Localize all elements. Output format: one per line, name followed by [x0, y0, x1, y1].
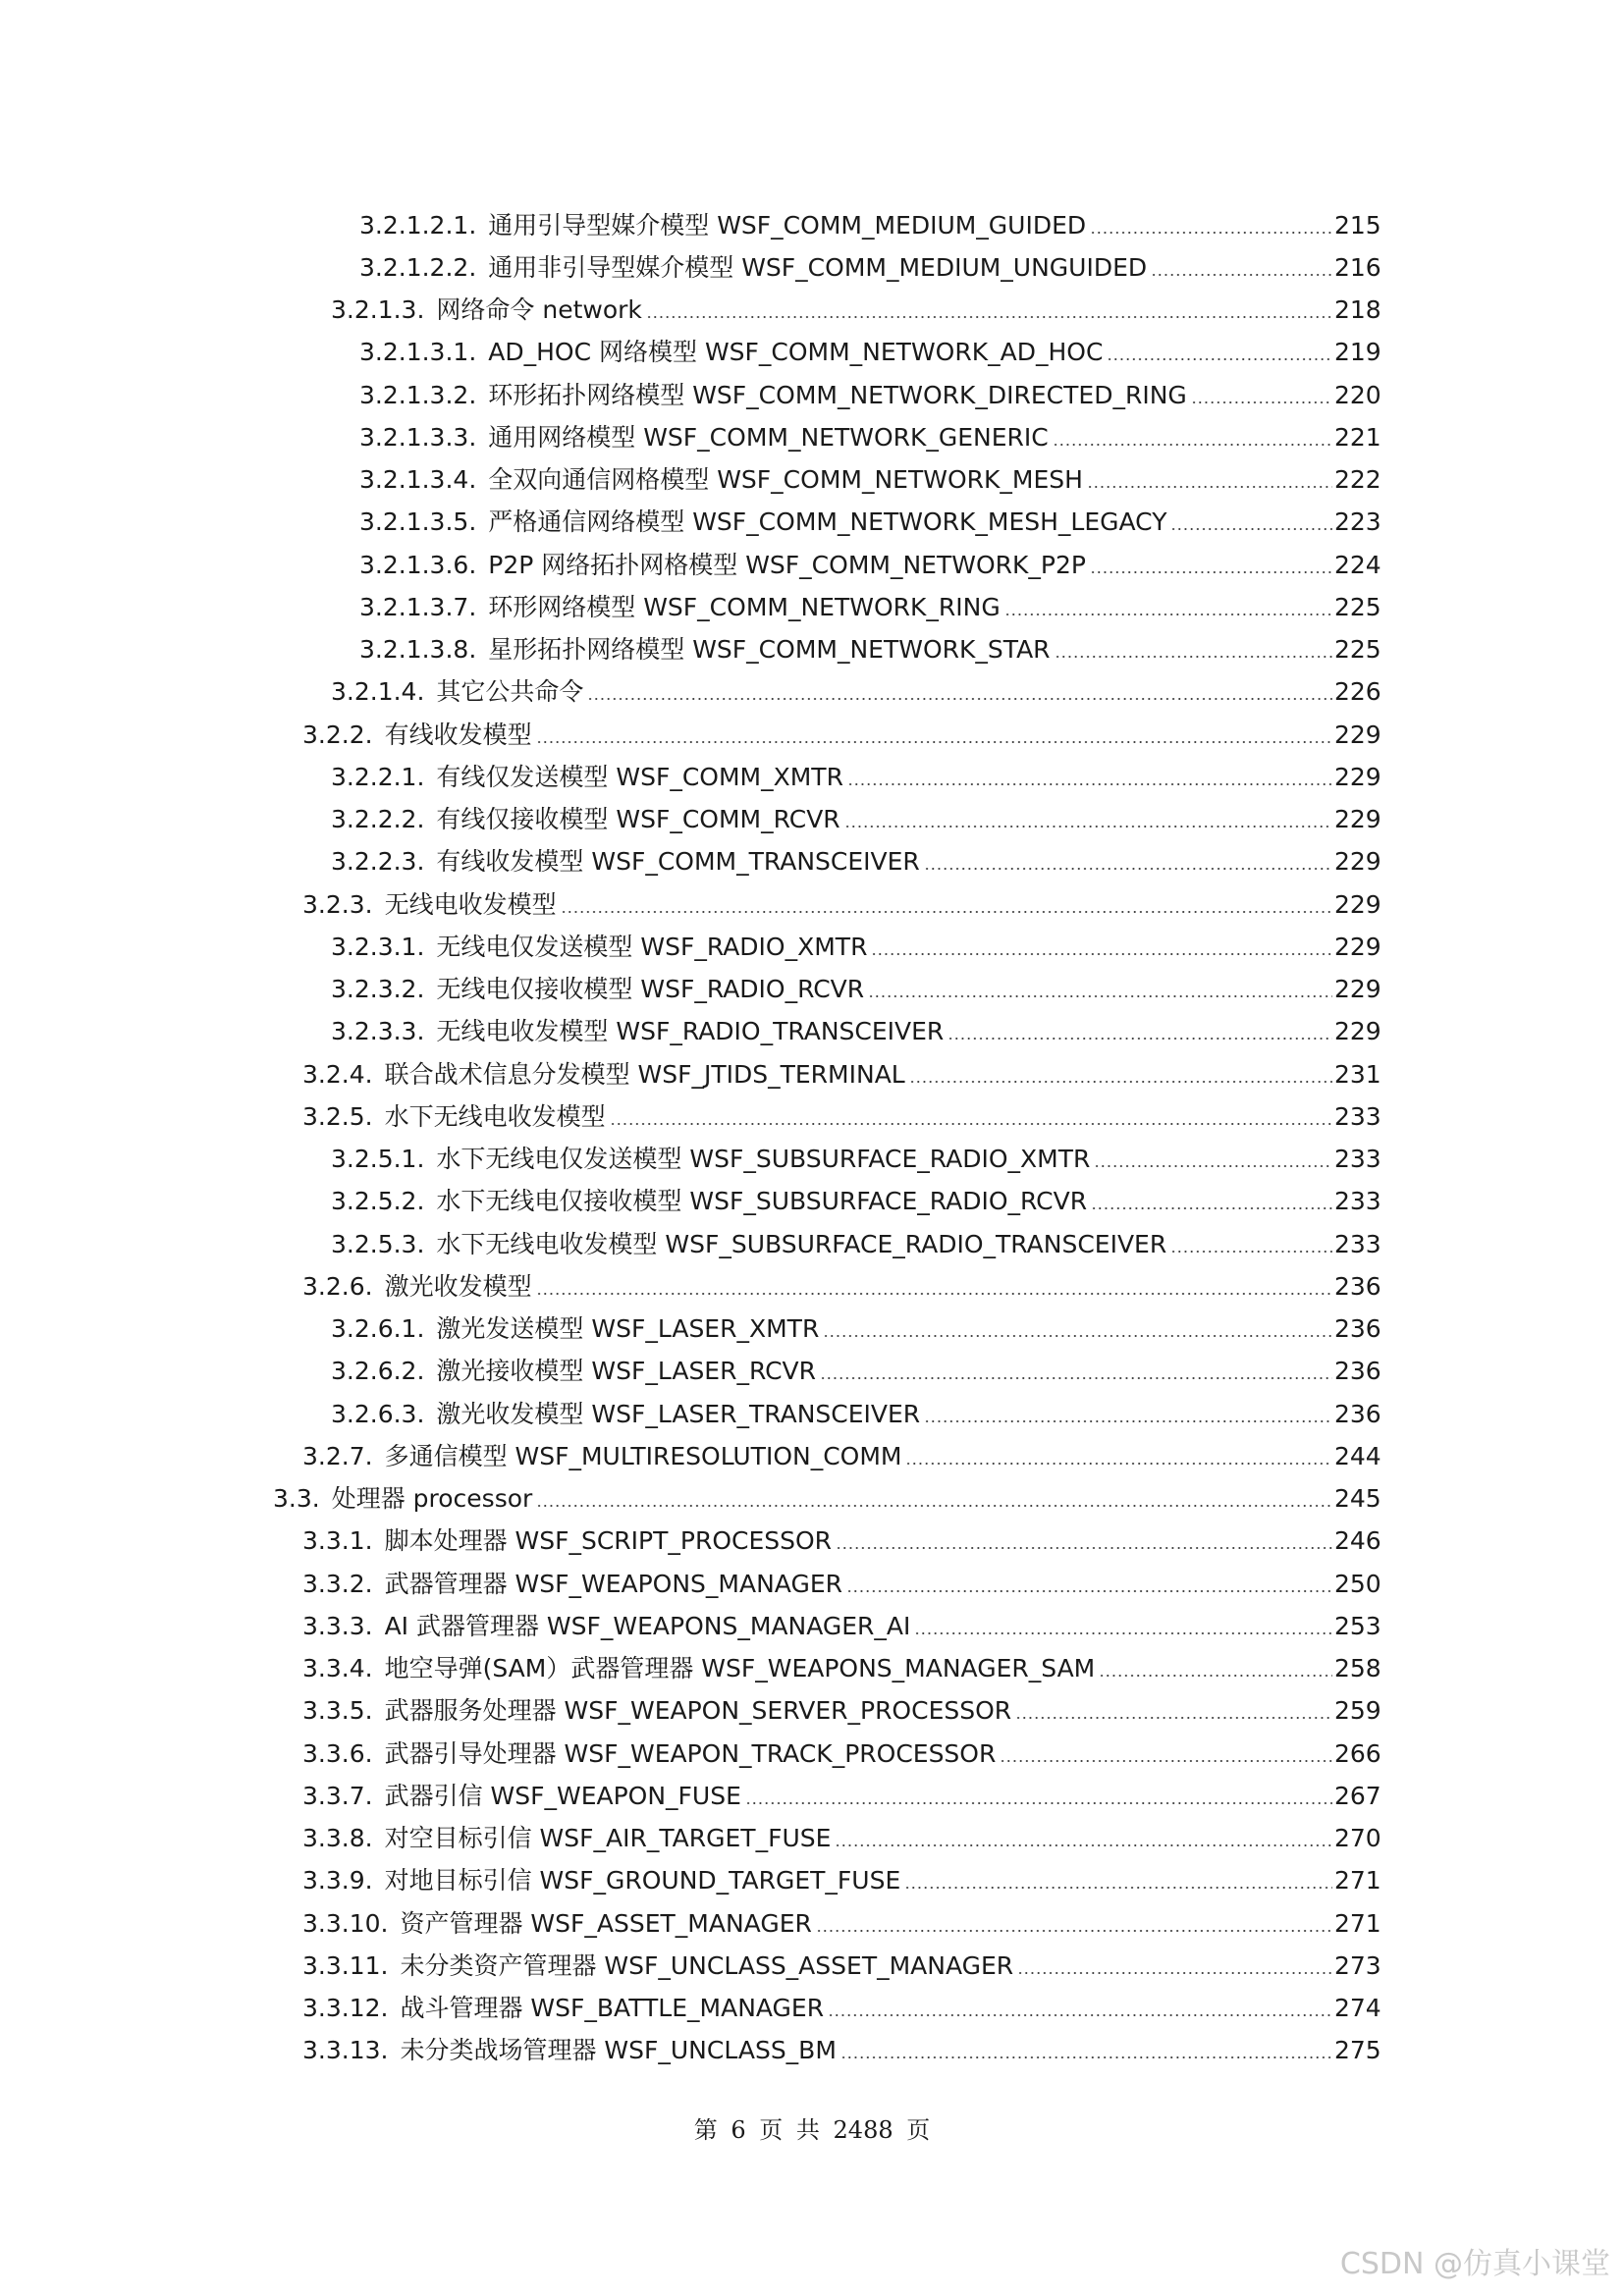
toc-entry-number: 3.3. — [273, 1484, 320, 1514]
toc-entry-number: 3.2.1.3. — [331, 295, 425, 325]
toc-entry[interactable] — [0, 1902, 1624, 1945]
toc-entry-title: 激光接收模型 WSF_LASER_RCVR — [436, 1357, 817, 1386]
toc-entry-number: 3.3.13. — [302, 2036, 389, 2065]
toc-entry-page: 250 — [1334, 1569, 1381, 1598]
dot-leader — [823, 1335, 1332, 1337]
toc-entry-page: 244 — [1334, 1441, 1381, 1470]
toc-entry[interactable] — [0, 1393, 1624, 1435]
toc-entry[interactable] — [0, 1988, 1624, 2030]
dot-leader — [914, 1632, 1332, 1634]
toc-entry-page: 271 — [1334, 1866, 1381, 1896]
toc-entry[interactable] — [0, 714, 1624, 756]
dot-leader — [1053, 444, 1332, 446]
toc-entry-page: 229 — [1334, 762, 1381, 791]
toc-entry-number: 3.2.1.3.4. — [359, 465, 477, 495]
toc-entry-number: 3.2.1.3.3. — [359, 422, 477, 452]
toc-entry[interactable] — [0, 586, 1624, 628]
toc-entry-title: 通用非引导型媒介模型 WSF_COMM_MEDIUM_UNGUIDED — [488, 252, 1148, 282]
dot-leader — [561, 911, 1332, 913]
toc-entry-title: 水下无线电收发模型 WSF_SUBSURFACE_RADIO_TRANSCEIVER — [436, 1229, 1167, 1258]
dot-leader — [1004, 614, 1332, 615]
dot-leader — [1170, 1251, 1332, 1253]
toc-entry-title: 武器服务处理器 WSF_WEAPON_SERVER_PROCESSOR — [384, 1696, 1012, 1726]
dot-leader — [820, 1377, 1332, 1379]
toc-entry-page: 223 — [1334, 507, 1381, 537]
toc-entry[interactable] — [0, 883, 1624, 926]
toc-entry-page: 231 — [1334, 1059, 1381, 1089]
dot-leader — [840, 2056, 1332, 2058]
toc-entry-page: 224 — [1334, 550, 1381, 579]
dot-leader — [924, 868, 1332, 870]
toc-entry-page: 266 — [1334, 1738, 1381, 1768]
toc-entry-page: 229 — [1334, 889, 1381, 919]
toc-entry-page: 226 — [1334, 677, 1381, 707]
toc-entry[interactable] — [0, 290, 1624, 332]
toc-entry-title: 水下无线电仅接收模型 WSF_SUBSURFACE_RADIO_RCVR — [436, 1187, 1088, 1216]
toc-entry-title: 严格通信网络模型 WSF_COMM_NETWORK_MESH_LEGACY — [488, 507, 1167, 537]
toc-entry-title: 无线电收发模型 — [384, 889, 557, 919]
dot-leader — [1090, 232, 1332, 234]
toc-entry[interactable] — [0, 926, 1624, 968]
toc-entry-page: 236 — [1334, 1399, 1381, 1428]
toc-entry-number: 3.2.5.3. — [331, 1229, 425, 1258]
toc-entry-number: 3.2.6. — [302, 1271, 373, 1301]
toc-entry[interactable] — [0, 246, 1624, 289]
toc-entry-page: 229 — [1334, 932, 1381, 961]
toc-entry-number: 3.2.3.3. — [331, 1017, 425, 1046]
toc-entry[interactable] — [0, 1775, 1624, 1817]
toc-entry-page: 225 — [1334, 635, 1381, 665]
toc-entry[interactable] — [0, 671, 1624, 714]
toc-entry-title: 通用引导型媒介模型 WSF_COMM_MEDIUM_GUIDED — [488, 210, 1087, 240]
toc-entry-page: 271 — [1334, 1908, 1381, 1938]
toc-entry-title: 有线收发模型 — [384, 720, 532, 749]
dot-leader — [1055, 656, 1332, 658]
toc-entry-title: 激光收发模型 WSF_LASER_TRANSCEIVER — [436, 1399, 921, 1428]
dot-leader — [816, 1930, 1332, 1932]
toc-entry-page: 221 — [1334, 422, 1381, 452]
toc-entry-title: 有线仅接收模型 WSF_COMM_RCVR — [436, 805, 840, 834]
toc-entry-number: 3.3.4. — [302, 1654, 373, 1683]
toc-entry-page: 229 — [1334, 805, 1381, 834]
toc-entry-number: 3.3.5. — [302, 1696, 373, 1726]
toc-entry[interactable] — [0, 1521, 1624, 1563]
toc-entry-title: 水下无线电收发模型 — [384, 1101, 606, 1131]
dot-leader — [536, 1293, 1332, 1295]
toc-entry-number: 3.3.7. — [302, 1781, 373, 1810]
dot-leader — [1107, 358, 1332, 360]
toc-entry-number: 3.3.3. — [302, 1611, 373, 1640]
dot-leader — [904, 1887, 1332, 1889]
toc-entry-number: 3.2.6.3. — [331, 1399, 425, 1428]
toc-entry-page: 229 — [1334, 975, 1381, 1004]
toc-entry-number: 3.2.6.1. — [331, 1314, 425, 1344]
watermark: CSDN @仿真小课堂 — [1339, 2247, 1610, 2281]
toc-entry-title: 无线电仅接收模型 WSF_RADIO_RCVR — [436, 975, 865, 1004]
dot-leader — [1087, 486, 1332, 488]
toc-entry-page: 233 — [1334, 1101, 1381, 1131]
toc-entry-number: 3.2.1.3.5. — [359, 507, 477, 537]
toc-entry-page: 246 — [1334, 1526, 1381, 1556]
toc-entry[interactable] — [0, 416, 1624, 458]
toc-entry-number: 3.3.1. — [302, 1526, 373, 1556]
toc-entry-title: 激光发送模型 WSF_LASER_XMTR — [436, 1314, 820, 1344]
toc-entry-number: 3.3.6. — [302, 1738, 373, 1768]
toc-entry-title: AI 武器管理器 WSF_WEAPONS_MANAGER_AI — [384, 1611, 911, 1640]
toc-entry-number: 3.3.11. — [302, 1950, 389, 1980]
toc-entry-title: 处理器 processor — [331, 1484, 533, 1514]
page-footer: 第 6 页 共 2488 页 — [693, 2116, 931, 2144]
toc-entry[interactable] — [0, 1435, 1624, 1477]
toc-entry-page: 270 — [1334, 1824, 1381, 1853]
dot-leader — [1091, 1207, 1332, 1209]
dot-leader — [1090, 571, 1332, 573]
dot-leader — [610, 1123, 1332, 1125]
toc-entry[interactable] — [0, 1860, 1624, 1902]
toc-entry-number: 3.2.1.2.2. — [359, 252, 477, 282]
toc-entry-number: 3.2.3.1. — [331, 932, 425, 961]
toc-entry[interactable] — [0, 799, 1624, 841]
toc-entry-page: 216 — [1334, 252, 1381, 282]
toc-entry-title: 脚本处理器 WSF_SCRIPT_PROCESSOR — [384, 1526, 833, 1556]
toc-entry[interactable] — [0, 756, 1624, 798]
toc-entry[interactable] — [0, 969, 1624, 1011]
toc-entry[interactable] — [0, 1053, 1624, 1095]
toc-entry-page: 233 — [1334, 1187, 1381, 1216]
toc-entry-page: 219 — [1334, 338, 1381, 367]
toc-entry-page: 258 — [1334, 1654, 1381, 1683]
toc-entry-number: 3.3.10. — [302, 1908, 389, 1938]
toc-entry-title: 网络命令 network — [436, 295, 642, 325]
toc-entry-title: 联合战术信息分发模型 WSF_JTIDS_TERMINAL — [384, 1059, 905, 1089]
dot-leader — [1151, 274, 1332, 276]
toc-entry-title: 对地目标引信 WSF_GROUND_TARGET_FUSE — [384, 1866, 901, 1896]
toc-entry-page: 259 — [1334, 1696, 1381, 1726]
dot-leader — [745, 1802, 1332, 1804]
toc-entry-number: 3.2.1.3.6. — [359, 550, 477, 579]
toc-entry-number: 3.3.12. — [302, 1994, 389, 2023]
toc-entry-title: 无线电收发模型 WSF_RADIO_TRANSCEIVER — [436, 1017, 945, 1046]
toc-entry-title: 有线仅发送模型 WSF_COMM_XMTR — [436, 762, 843, 791]
toc-entry-title: 其它公共命令 — [436, 677, 584, 707]
toc-entry[interactable] — [0, 1478, 1624, 1521]
toc-entry[interactable] — [0, 1265, 1624, 1308]
toc-entry-page: 229 — [1334, 720, 1381, 749]
toc-entry-title: 武器引导处理器 WSF_WEAPON_TRACK_PROCESSOR — [384, 1738, 997, 1768]
toc-entry-number: 3.2.3. — [302, 889, 373, 919]
dot-leader — [1099, 1675, 1332, 1677]
toc-entry-page: 229 — [1334, 1017, 1381, 1046]
toc-entry[interactable] — [0, 1351, 1624, 1393]
toc-entry-title: 无线电仅发送模型 WSF_RADIO_XMTR — [436, 932, 868, 961]
toc-entry-page: 215 — [1334, 210, 1381, 240]
toc-entry-number: 3.2.1.3.7. — [359, 592, 477, 621]
toc-entry-number: 3.2.6.2. — [331, 1357, 425, 1386]
toc-entry-title: 多通信模型 WSF_MULTIRESOLUTION_COMM — [384, 1441, 902, 1470]
toc-entry-page: 233 — [1334, 1145, 1381, 1174]
dot-leader — [844, 826, 1332, 828]
dot-leader — [847, 783, 1332, 785]
toc-entry-page: 220 — [1334, 380, 1381, 409]
toc-entry-title: 对空目标引信 WSF_AIR_TARGET_FUSE — [384, 1824, 832, 1853]
toc-entry-title: P2P 网络拓扑网格模型 WSF_COMM_NETWORK_P2P — [488, 550, 1086, 579]
dot-leader — [905, 1463, 1332, 1465]
toc-entry[interactable] — [0, 1223, 1624, 1265]
toc-entry-number: 3.2.1.2.1. — [359, 210, 477, 240]
toc-entry[interactable] — [0, 332, 1624, 374]
toc-entry-number: 3.2.7. — [302, 1441, 373, 1470]
toc-entry-title: 未分类战场管理器 WSF_UNCLASS_BM — [400, 2036, 837, 2065]
toc-entry[interactable] — [0, 1139, 1624, 1181]
toc-entry[interactable] — [0, 1648, 1624, 1690]
toc-entry[interactable] — [0, 1605, 1624, 1647]
toc-entry-number: 3.2.1.3.8. — [359, 635, 477, 665]
toc-entry-number: 3.2.2.3. — [331, 847, 425, 877]
dot-leader — [924, 1420, 1332, 1422]
toc-entry[interactable] — [0, 502, 1624, 544]
toc-entry-number: 3.2.1.4. — [331, 677, 425, 707]
toc-entry-title: 有线收发模型 WSF_COMM_TRANSCEIVER — [436, 847, 920, 877]
dot-leader — [1170, 528, 1332, 530]
toc-entry[interactable] — [0, 374, 1624, 416]
toc-entry[interactable] — [0, 1011, 1624, 1053]
toc-entry-number: 3.2.1.3.1. — [359, 338, 477, 367]
toc-entry-page: 218 — [1334, 295, 1381, 325]
toc-entry-title: 激光收发模型 — [384, 1271, 532, 1301]
dot-leader — [587, 698, 1332, 700]
toc-entry[interactable] — [0, 629, 1624, 671]
dot-leader — [909, 1081, 1332, 1083]
toc-entry-number: 3.2.3.2. — [331, 975, 425, 1004]
dot-leader — [1015, 1717, 1332, 1719]
dot-leader — [1000, 1760, 1332, 1762]
toc-entry-number: 3.2.5.2. — [331, 1187, 425, 1216]
dot-leader — [871, 953, 1332, 955]
toc-entry-title: 武器管理器 WSF_WEAPONS_MANAGER — [384, 1569, 842, 1598]
toc-entry-title: 星形拓扑网络模型 WSF_COMM_NETWORK_STAR — [488, 635, 1051, 665]
toc-entry-page: 225 — [1334, 592, 1381, 621]
dot-leader — [947, 1038, 1332, 1040]
toc-entry-title: 未分类资产管理器 WSF_UNCLASS_ASSET_MANAGER — [400, 1950, 1014, 1980]
toc-entry[interactable] — [0, 1945, 1624, 1987]
toc-entry-number: 3.2.2.1. — [331, 762, 425, 791]
toc-entry-number: 3.3.9. — [302, 1866, 373, 1896]
toc-entry[interactable] — [0, 1733, 1624, 1775]
toc-entry-page: 236 — [1334, 1357, 1381, 1386]
toc-entry-page: 273 — [1334, 1950, 1381, 1980]
toc-entry-title: AD_HOC 网络模型 WSF_COMM_NETWORK_AD_HOC — [488, 338, 1104, 367]
toc-entry[interactable] — [0, 544, 1624, 586]
dot-leader — [835, 1844, 1332, 1846]
dot-leader — [1094, 1165, 1332, 1167]
toc-entry-number: 3.3.2. — [302, 1569, 373, 1598]
toc-entry[interactable] — [0, 1818, 1624, 1860]
toc-entry-number: 3.2.4. — [302, 1059, 373, 1089]
toc-entry-number: 3.2.1.3.2. — [359, 380, 477, 409]
toc-entry-title: 武器引信 WSF_WEAPON_FUSE — [384, 1781, 741, 1810]
toc-entry[interactable] — [0, 841, 1624, 883]
dot-leader — [1191, 401, 1332, 403]
toc-entry-title: 战斗管理器 WSF_BATTLE_MANAGER — [400, 1994, 825, 2023]
toc-entry-title: 地空导弹(SAM）武器管理器 WSF_WEAPONS_MANAGER_SAM — [384, 1654, 1096, 1683]
toc-entry[interactable] — [0, 1690, 1624, 1733]
toc-entry-number: 3.2.5.1. — [331, 1145, 425, 1174]
dot-leader — [1017, 1972, 1332, 1974]
dot-leader — [536, 741, 1332, 743]
dot-leader — [836, 1547, 1332, 1549]
toc-entry-title: 水下无线电仅发送模型 WSF_SUBSURFACE_RADIO_XMTR — [436, 1145, 1091, 1174]
toc-entry-page: 274 — [1334, 1994, 1381, 2023]
toc-entry-title: 环形拓扑网络模型 WSF_COMM_NETWORK_DIRECTED_RING — [488, 380, 1187, 409]
toc-entry[interactable] — [0, 2030, 1624, 2072]
toc-entry-title: 全双向通信网格模型 WSF_COMM_NETWORK_MESH — [488, 465, 1083, 495]
toc-entry[interactable] — [0, 204, 1624, 246]
toc-entry-number: 3.2.2.2. — [331, 805, 425, 834]
toc-entry-page: 229 — [1334, 847, 1381, 877]
toc-entry-page: 236 — [1334, 1271, 1381, 1301]
toc-entry-number: 3.3.8. — [302, 1824, 373, 1853]
toc-entry[interactable] — [0, 1308, 1624, 1351]
toc-entry-page: 233 — [1334, 1229, 1381, 1258]
toc-entry-page: 245 — [1334, 1484, 1381, 1514]
table-of-contents — [0, 204, 1624, 2072]
toc-entry-page: 275 — [1334, 2036, 1381, 2065]
dot-leader — [868, 995, 1332, 997]
toc-entry[interactable] — [0, 1181, 1624, 1223]
toc-entry[interactable] — [0, 1563, 1624, 1605]
toc-entry-title: 通用网络模型 WSF_COMM_NETWORK_GENERIC — [488, 422, 1049, 452]
dot-leader — [646, 316, 1332, 318]
toc-entry-number: 3.2.5. — [302, 1101, 373, 1131]
toc-entry-number: 3.2.2. — [302, 720, 373, 749]
toc-entry[interactable] — [0, 459, 1624, 502]
toc-entry-page: 253 — [1334, 1611, 1381, 1640]
dot-leader — [846, 1590, 1332, 1592]
dot-leader — [536, 1505, 1332, 1507]
toc-entry-page: 267 — [1334, 1781, 1381, 1810]
toc-entry-title: 环形网络模型 WSF_COMM_NETWORK_RING — [488, 592, 1001, 621]
toc-entry-page: 236 — [1334, 1314, 1381, 1344]
toc-entry[interactable] — [0, 1095, 1624, 1138]
toc-entry-title: 资产管理器 WSF_ASSET_MANAGER — [400, 1908, 812, 1938]
toc-entry-page: 222 — [1334, 465, 1381, 495]
dot-leader — [828, 2014, 1332, 2016]
